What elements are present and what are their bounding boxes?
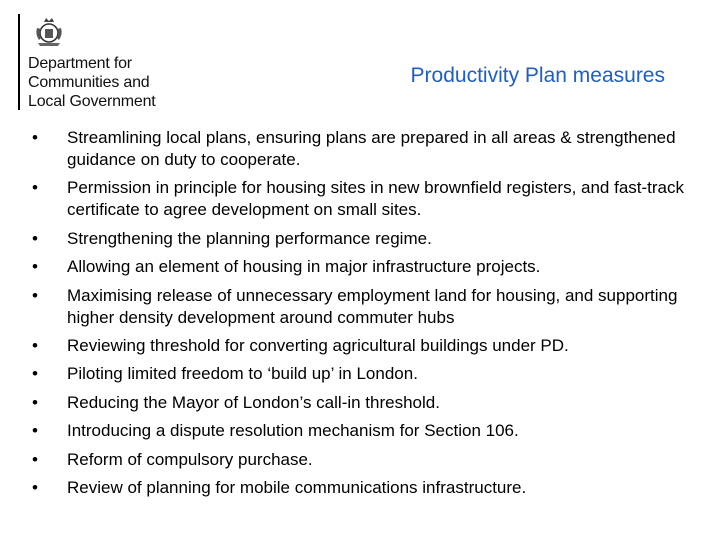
- bullet-dot: •: [32, 449, 38, 469]
- bullet-list: [32, 127, 692, 505]
- list-item: [32, 420, 692, 442]
- list-item-text: Reform of compulsory purchase.: [67, 449, 313, 469]
- bullet-dot: •: [32, 128, 38, 147]
- bullet-dot: •: [32, 392, 38, 412]
- list-item: [32, 127, 692, 171]
- bullet-dot: •: [32, 285, 38, 305]
- list-item: [32, 335, 692, 357]
- list-item-text: Reducing the Mayor of London’s call-in threshold.: [67, 392, 440, 412]
- slide-title: Productivity Plan measures: [410, 64, 665, 87]
- list-item-text: Piloting limited freedom to ‘build up’ in London.: [67, 364, 418, 384]
- bullet-dot: •: [32, 178, 38, 198]
- list-item: [32, 392, 692, 414]
- list-item: [32, 363, 692, 385]
- list-item-text: Reviewing threshold for converting agricultural buildings under PD.: [67, 335, 569, 355]
- list-item-text: Strengthening the planning performance regime.: [67, 228, 432, 248]
- list-item-text: Maximising release of unnecessary employment land for housing, and supporting higher density development around commuter hubs: [67, 285, 678, 327]
- logo-divider: [18, 14, 20, 110]
- dclg-logo: [18, 14, 156, 111]
- royal-crest-icon: [32, 14, 66, 48]
- logo-line-1: Department for: [28, 55, 132, 72]
- bullet-dot: •: [32, 364, 38, 384]
- logo-line-2: Communities and: [28, 74, 150, 91]
- list-item-text: Streamlining local plans, ensuring plans are prepared in all areas & strengthened guidance on duty to cooperate.: [67, 128, 676, 169]
- list-item-text: Introducing a dispute resolution mechanism for Section 106.: [67, 421, 519, 441]
- list-item: [32, 477, 692, 499]
- bullet-dot: •: [32, 477, 38, 497]
- list-item-text: Allowing an element of housing in major infrastructure projects.: [67, 257, 541, 277]
- logo-line-3: Local Government: [28, 93, 156, 110]
- list-item-text: Permission in principle for housing sites in new brownfield registers, and fast-track certificate to agree development on small sites.: [67, 178, 684, 220]
- list-item: [32, 177, 692, 221]
- bullet-dot: •: [32, 228, 38, 248]
- bullet-dot: •: [32, 421, 38, 441]
- bullet-dot: •: [32, 257, 38, 277]
- list-item: [32, 228, 692, 250]
- list-item: [32, 449, 692, 471]
- list-item: [32, 256, 692, 278]
- list-item: [32, 285, 692, 329]
- list-item-text: Review of planning for mobile communications infrastructure.: [67, 477, 527, 497]
- bullet-dot: •: [32, 335, 38, 355]
